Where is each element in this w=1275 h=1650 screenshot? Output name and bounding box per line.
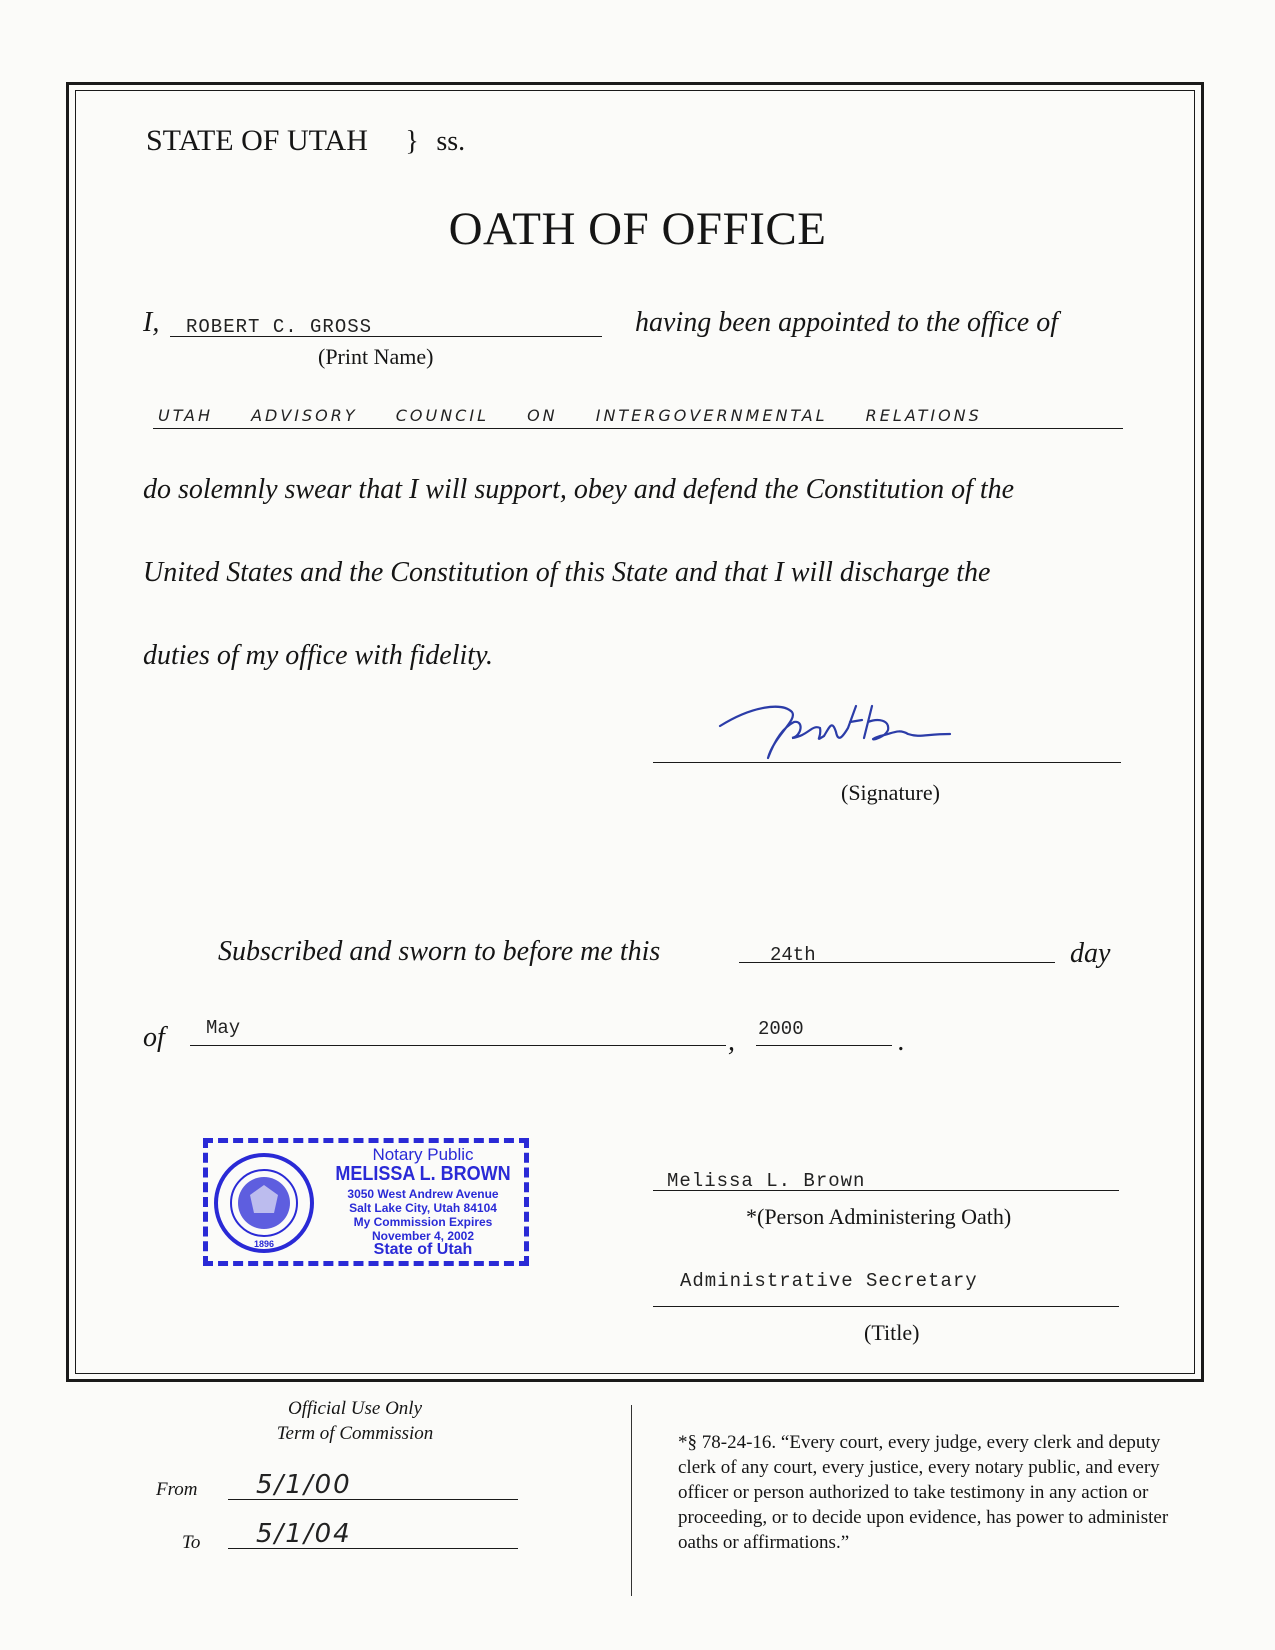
month-line	[190, 1045, 726, 1046]
stamp-line-2: MELISSA L. BROWN	[335, 1163, 511, 1185]
stamp-line-4: Salt Lake City, Utah 84104	[349, 1201, 497, 1215]
day-value: 24th	[770, 944, 816, 966]
to-value: 5/1/04	[256, 1519, 352, 1549]
official-use-heading	[200, 1396, 510, 1446]
office-value: UTAH ADVISORY COUNCIL ON INTERGOVERNMENTAL RELATIONS	[158, 406, 982, 425]
print-name-caption: (Print Name)	[318, 344, 434, 369]
signature-image	[712, 698, 972, 768]
day-label: day	[1070, 938, 1111, 969]
administrator-line	[653, 1190, 1119, 1191]
from-label: From	[156, 1479, 198, 1500]
print-name-value: ROBERT C. GROSS	[186, 316, 373, 338]
brace: }	[405, 126, 419, 157]
of-label: of	[143, 1022, 165, 1053]
oath-line-3: duties of my office with fidelity.	[143, 640, 493, 671]
comma: ,	[728, 1026, 735, 1057]
appointed-text: having been appointed to the office of	[635, 307, 1059, 338]
stamp-line-6: November 4, 2002	[371, 1229, 475, 1243]
administrator-name: Melissa L. Brown	[667, 1170, 866, 1192]
administrator-caption: *(Person Administering Oath)	[746, 1204, 1012, 1229]
venue-heading	[146, 124, 465, 158]
stamp-line-1: Notary Public	[372, 1145, 474, 1164]
oath-line-2: United States and the Constitution of this State and that I will discharge the	[143, 557, 991, 588]
notary-stamp	[203, 1138, 529, 1266]
state-seal-icon	[212, 1151, 316, 1255]
stamp-line-7: State of Utah	[373, 1241, 473, 1258]
administrator-title: Administrative Secretary	[680, 1270, 978, 1292]
period: .	[898, 1026, 905, 1057]
signature-caption: (Signature)	[841, 780, 940, 805]
stamp-line-3: 3050 West Andrew Avenue	[347, 1187, 499, 1201]
year-value: 2000	[758, 1018, 804, 1040]
ss-label: ss.	[436, 126, 466, 157]
state-label: STATE OF UTAH	[146, 124, 368, 157]
title-line	[653, 1306, 1119, 1307]
from-value: 5/1/00	[256, 1470, 352, 1500]
subscribed-text: Subscribed and sworn to before me this	[218, 936, 661, 967]
document-title: OATH OF OFFICE	[448, 203, 827, 255]
oath-line-1: do solemnly swear that I will support, obey and defend the Constitution of the	[143, 474, 1015, 505]
title-caption: (Title)	[864, 1320, 920, 1345]
footer-divider	[631, 1405, 632, 1596]
statute-footnote: *§ 78-24-16. “Every court, every judge, every clerk and deputy clerk of any court, every justice, every notary public, and every officer or person authorized to take testimony in any action or proceeding, or to decide upon evidence, has power to administer oaths or affirmations.”	[678, 1432, 1169, 1553]
i-label: I,	[143, 307, 160, 338]
month-value: May	[206, 1017, 241, 1039]
seal-year: 1896	[253, 1239, 275, 1249]
to-label: To	[182, 1532, 201, 1553]
official-use-line-1: Official Use Only	[287, 1398, 423, 1419]
signature-line	[653, 762, 1121, 763]
official-use-line-2: Term of Commission	[276, 1423, 434, 1444]
office-line	[153, 428, 1123, 429]
stamp-line-5: My Commission Expires	[353, 1215, 493, 1229]
year-line	[756, 1045, 892, 1046]
